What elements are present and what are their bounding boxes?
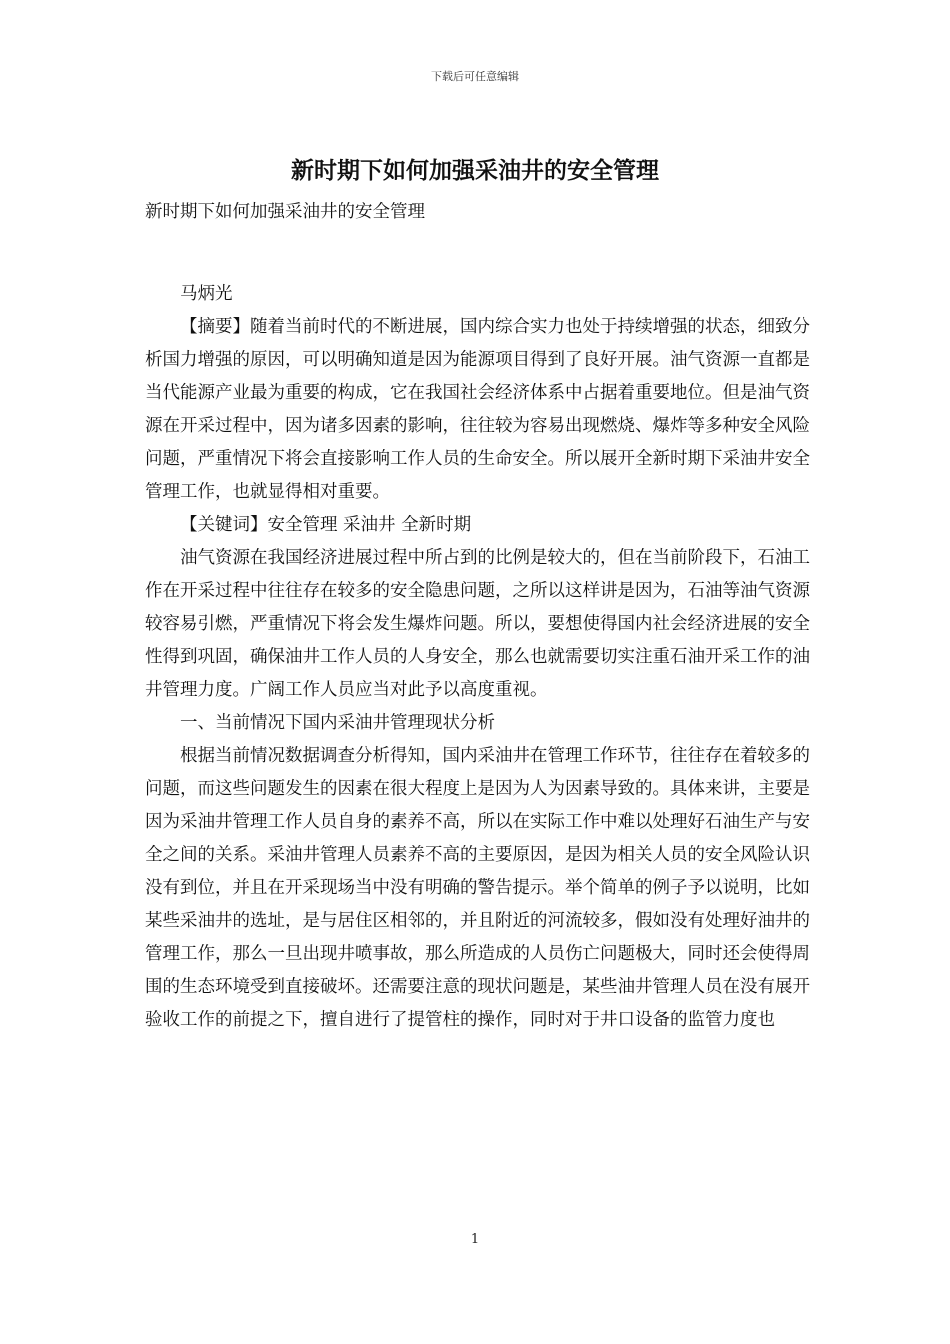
section-heading: 一、当前情况下国内采油井管理现状分析 [180, 713, 495, 733]
header-note: 下载后可任意编辑 [431, 70, 519, 83]
intro-paragraph: 油气资源在我国经济进展过程中所占到的比例是较大的，但在当前阶段下，石油工作在开采过程中往往存在较多的安全隐患问题，之所以这样讲是因为，石油等油气资源较容易引燃，严重情况下将会发生爆炸问题。所以，要想使得国内社会经济进展的安全性得到巩固，确保油井工作人员的人身安全，那么也就需要切实注重石油开采工作的油井管理力度。广阔工作人员应当对此予以高度重视。 [145, 548, 810, 700]
abstract-paragraph: 【摘要】随着当前时代的不断进展，国内综合实力也处于持续增强的状态，细致分析国力增强的原因，可以明确知道是因为能源项目得到了良好开展。油气资源一直都是当代能源产业最为重要的构成，它在我国社会经济体系中占据着重要地位。但是油气资源在开采过程中，因为诸多因素的影响，往往较为容易出现燃烧、爆炸等多种安全风险问题，严重情况下将会直接影响工作人员的生命安全。所以展开全新时期下采油井安全管理工作，也就显得相对重要。 [145, 317, 810, 502]
section-paragraph: 根据当前情况数据调查分析得知，国内采油井在管理工作环节，往往存在着较多的问题，而这些问题发生的因素在很大程度上是因为人为因素导致的。具体来讲，主要是因为采油井管理工作人员自身的素养不高，所以在实际工作中难以处理好石油生产与安全之间的关系。采油井管理人员素养不高的主要原因，是因为相关人员的安全风险认识没有到位，并且在开采现场当中没有明确的警告提示。举个简单的例子予以说明，比如某些采油井的选址，是与居住区相邻的，并且附近的河流较多，假如没有处理好油井的管理工作，那么一旦出现井喷事故，那么所造成的人员伤亡问题极大，同时还会使得周围的生态环境受到直接破坏。还需要注意的现状问题是，某些油井管理人员在没有展开验收工作的前提之下，擅自进行了提管柱的操作，同时对于井口设备的监管力度也 [145, 746, 810, 1030]
document-body [145, 196, 810, 1037]
keywords-paragraph: 【关键词】安全管理 采油井 全新时期 [180, 515, 472, 535]
document-subtitle: 新时期下如何加强采油井的安全管理 [145, 202, 425, 222]
document-title: 新时期下如何加强采油井的安全管理 [291, 157, 659, 184]
page-number: 1 [470, 1232, 480, 1247]
author-name: 马炳光 [180, 284, 233, 304]
